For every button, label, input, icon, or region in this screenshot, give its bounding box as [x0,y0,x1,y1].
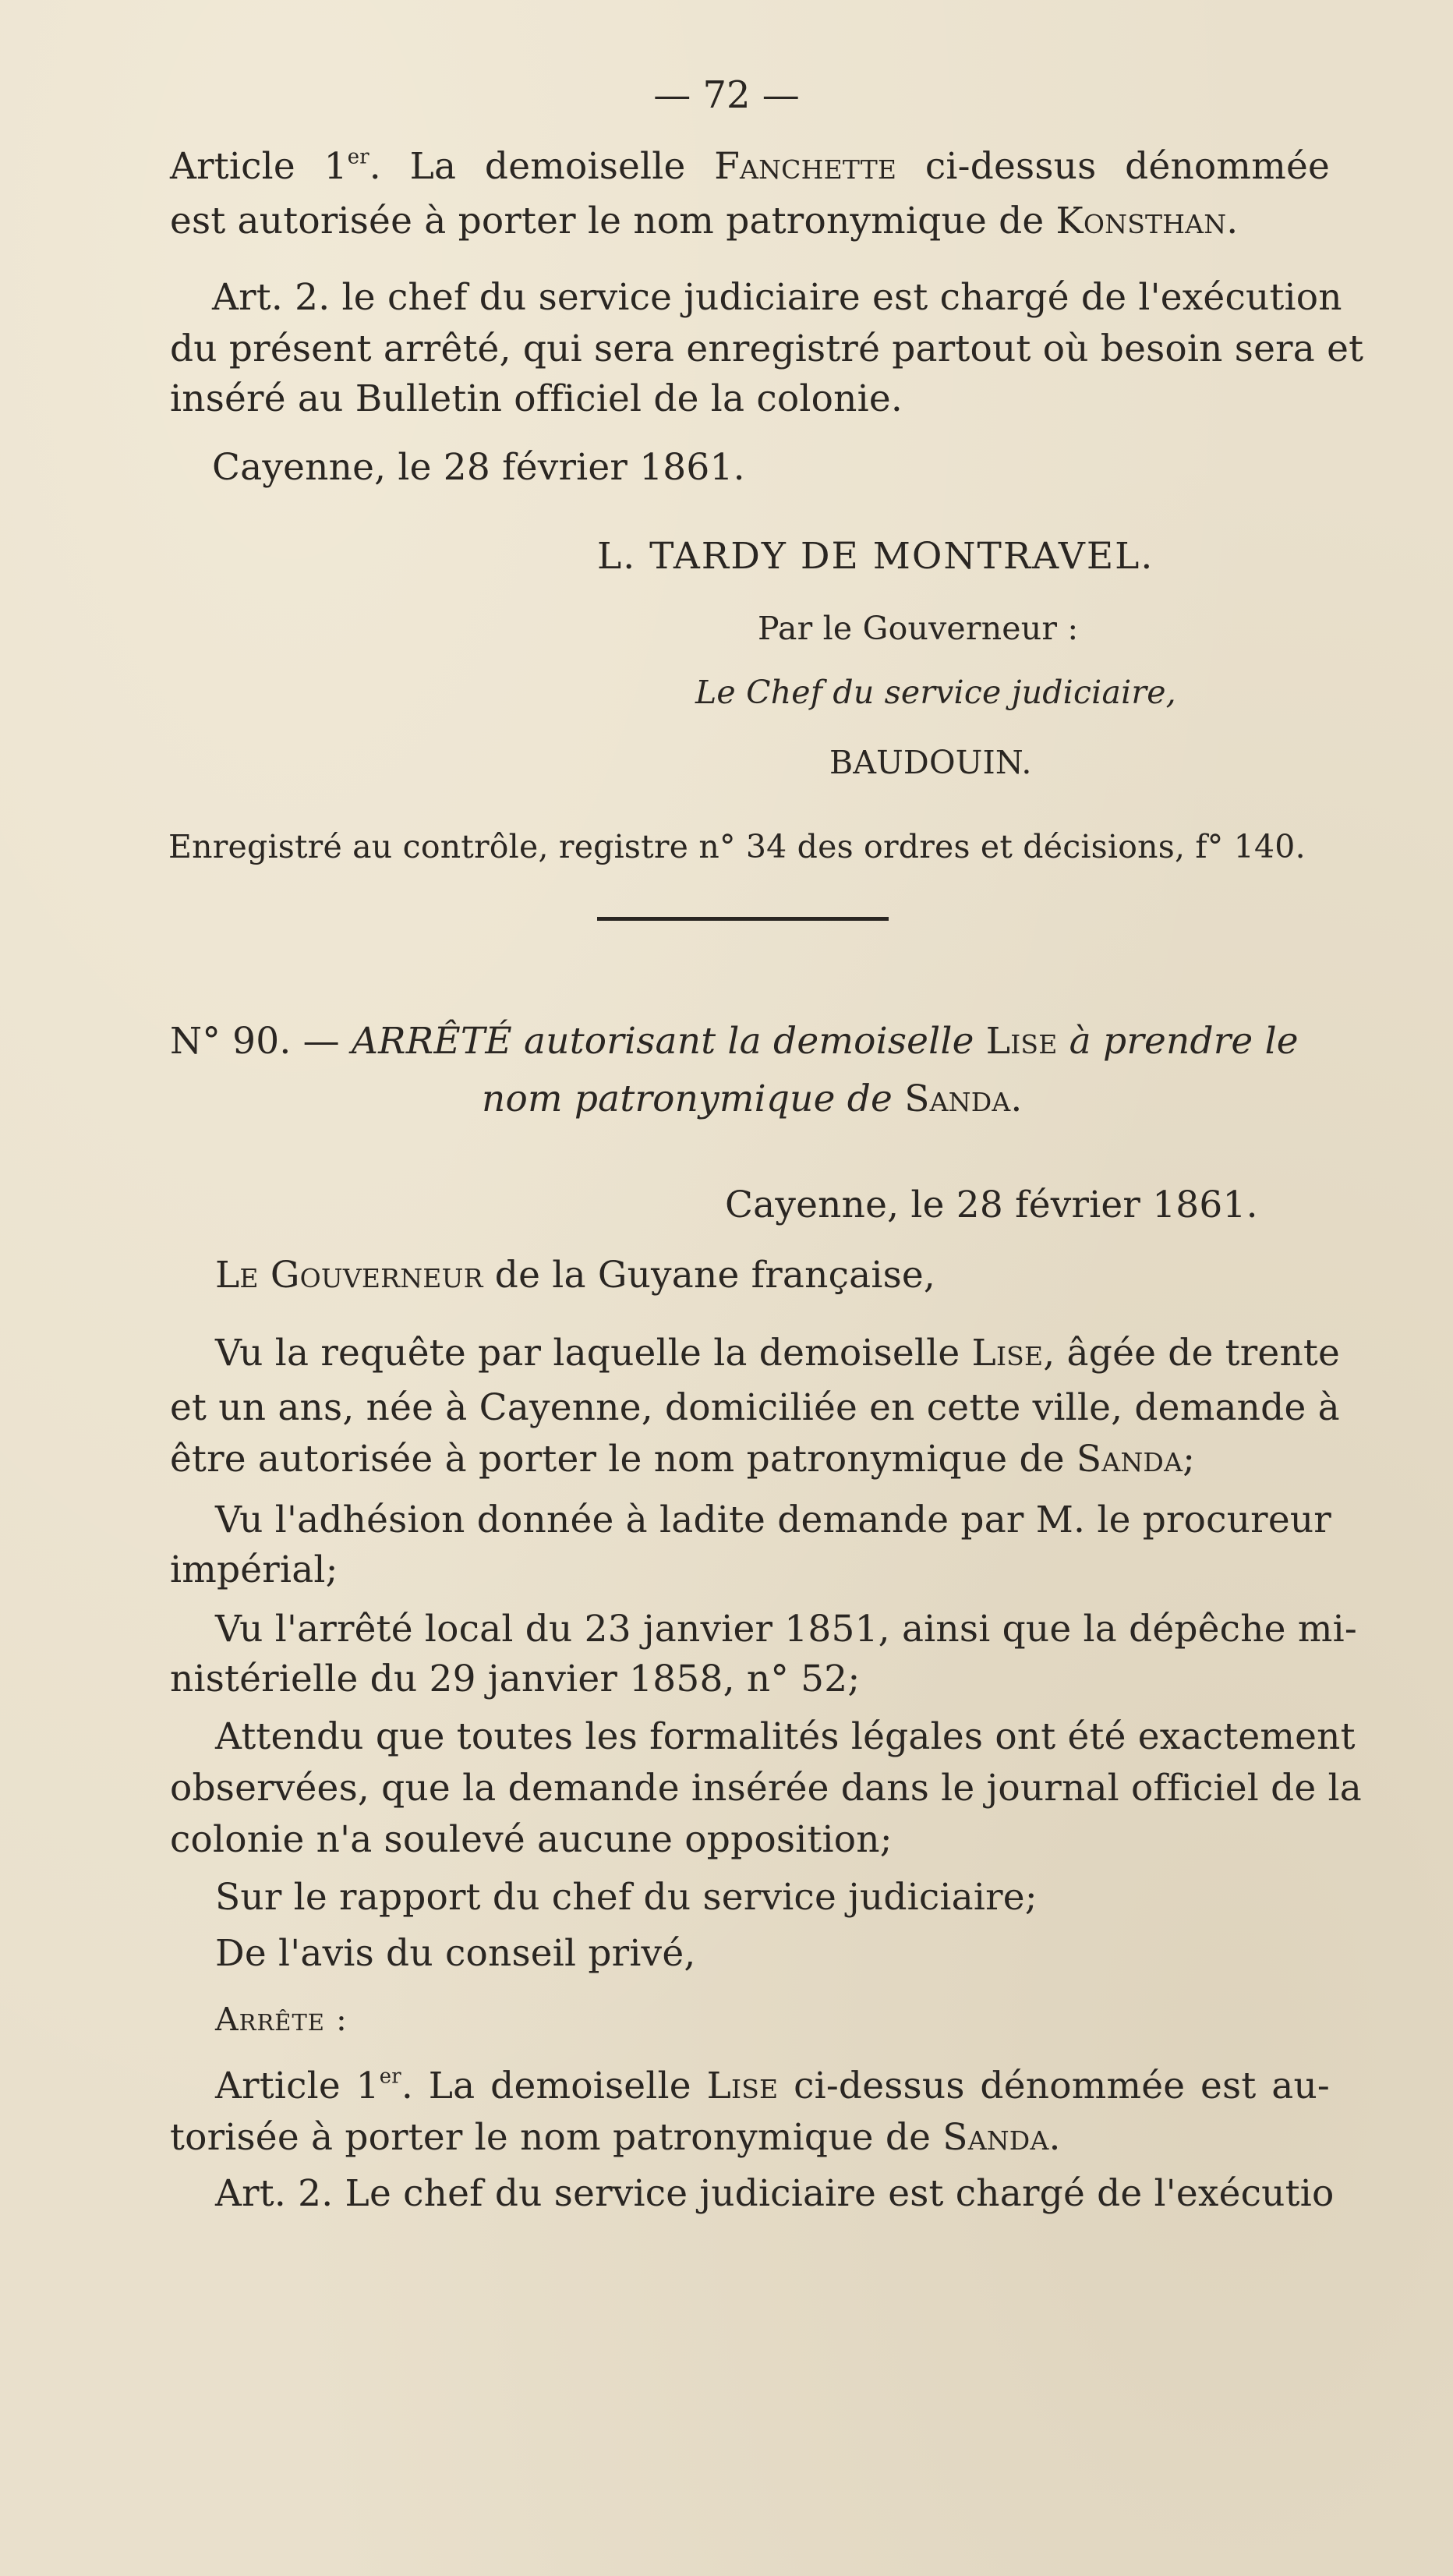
vu1-line2: et un ans, née à Cayenne, domiciliée en cette ville, demande à [170,1386,1340,1429]
de-l-avis: De l'avis du conseil privé, [215,1932,696,1975]
vu2-line1: Vu l'adhésion donnée à ladite demande par M. le procureur [215,1499,1331,1541]
vu1-lise: Lise [971,1332,1044,1375]
new-article1-text2: ci-dessus dénommée est au- [778,2065,1331,2107]
section-divider [597,917,889,921]
decree-title-c: nom patronymique de [482,1077,905,1120]
attendu-line3: colonie n'a soulevé aucune opposition; [170,1818,893,1861]
chef-service-judiciaire: Le Chef du service judiciaire, [695,674,1176,711]
attendu-line1: Attendu que toutes les formalités légales ont été exactement [215,1715,1356,1758]
vu1-a: Vu la requête par laquelle la demoiselle [215,1332,972,1375]
gouverneur-rest: de la Guyane française, [483,1254,936,1297]
new-article1-line2-end: . [1048,2116,1061,2159]
date-1: Cayenne, le 28 février 1861. [212,446,745,489]
new-article2-line1: Art. 2. Le chef du service judiciaire est chargé de l'exécutio [215,2172,1335,2215]
new-article1-line2-name: Sanda [942,2116,1049,2159]
vu1-b: , âgée de trente [1043,1332,1341,1375]
new-article1-label: Article 1 [215,2065,380,2107]
prev-article2-line3: inséré au Bulletin officiel de la colonie. [170,377,903,420]
sur-le-rapport: Sur le rapport du chef du service judiciaire; [215,1876,1038,1919]
vu1-line3 [170,1436,1195,1483]
vu2-line2: impérial; [170,1548,338,1591]
prev-article1-name: Fanchette [714,145,897,188]
page-number: — 72 — [653,73,800,117]
decree-title-b: à prendre le [1057,1020,1299,1063]
registration-note: Enregistré au contrôle, registre n° 34 des ordres et décisions, f° 140. [168,828,1306,865]
prev-article1-label: Article 1 [170,145,348,188]
vu3-line2: nistérielle du 29 janvier 1858, n° 52; [170,1658,861,1700]
arrete-heading: Arrête : [215,2001,348,2038]
date-2: Cayenne, le 28 février 1861. [725,1184,1258,1226]
prev-article1-sup: er [347,145,369,169]
signature-baudouin: BAUDOUIN. [829,744,1032,781]
decree-title-line2 [482,1076,1023,1123]
prev-article1-text2: ci-dessus dénommée [896,145,1330,188]
decree-name-sanda: Sanda [904,1077,1011,1120]
signature-governor: L. TARDY DE MONTRAVEL. [597,535,1154,578]
decree-title-line1 [170,1018,1330,1065]
prev-article1-text1: . La demoiselle [369,145,715,188]
vu1-sanda: Sanda [1076,1438,1183,1481]
new-article1-line2 [170,2114,1061,2161]
decree-title-a: ARRÊTÉ autorisant la demoiselle [352,1020,986,1063]
decree-number: N° 90. — [170,1020,352,1063]
par-le-gouverneur: Par le Gouverneur : [758,610,1079,647]
prev-article1-line2-end: . [1226,200,1239,242]
prev-article2-line1: Art. 2. le chef du service judiciaire est chargé de l'exécution [212,276,1342,319]
prev-article1-line2-name: Konsthan [1055,200,1227,242]
decree-name-lise: Lise [985,1020,1058,1063]
vu3-line1: Vu l'arrêté local du 23 janvier 1851, ainsi que la dépêche mi- [215,1608,1357,1651]
prev-article2-line2: du présent arrêté, qui sera enregistré partout où besoin sera et [170,327,1364,370]
attendu-line2: observées, que la demande insérée dans le journal officiel de la [170,1767,1362,1810]
prev-article1-line1 [170,143,1330,190]
gouverneur-label: Le Gouverneur [215,1254,483,1297]
vu1-line3b: ; [1183,1438,1196,1481]
gouverneur-line [215,1252,935,1299]
vu1-line1 [215,1330,1341,1377]
new-article1-sup: er [379,2065,401,2089]
prev-article1-line2-text: est autorisée à porter le nom patronymique de [170,200,1056,242]
new-article1-name: Lise [706,2065,779,2107]
new-article1-line1 [215,2063,1330,2110]
decree-title-end: . [1010,1077,1023,1120]
vu1-line3a: être autorisée à porter le nom patronymique de [170,1438,1076,1481]
new-article1-line2-text: torisée à porter le nom patronymique de [170,2116,943,2159]
new-article1-text1: . La demoiselle [401,2065,707,2107]
prev-article1-line2 [170,198,1238,245]
